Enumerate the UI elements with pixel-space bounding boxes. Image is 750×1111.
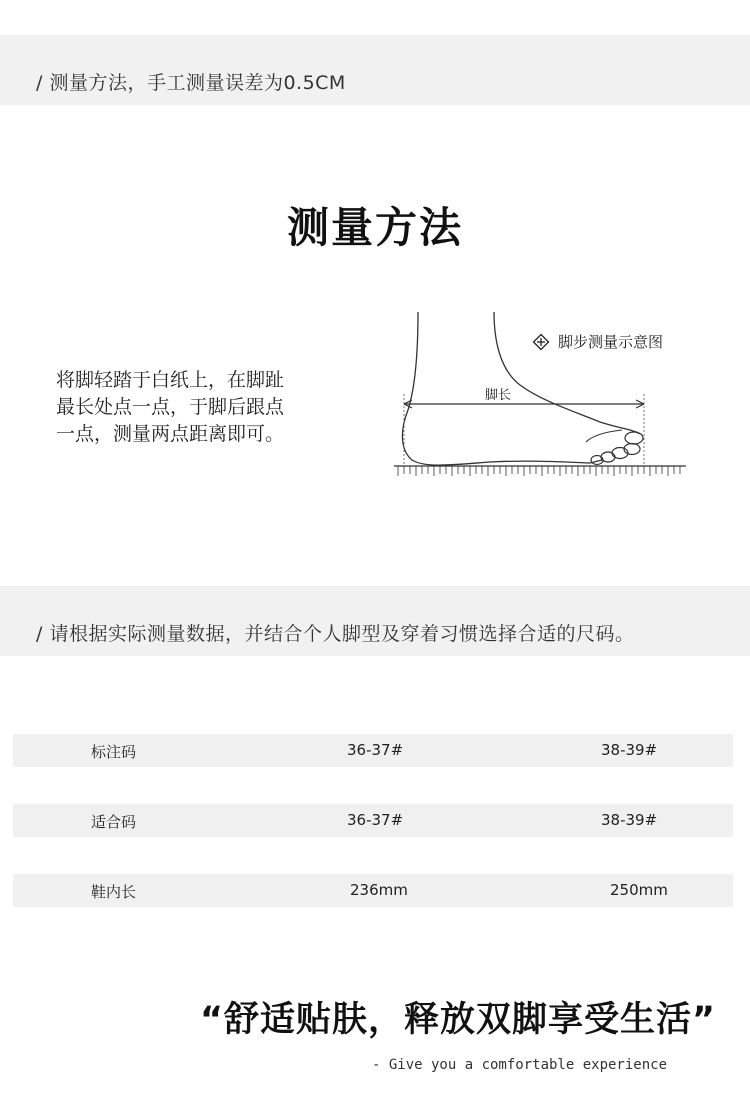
table-row xyxy=(13,804,733,837)
table-row xyxy=(13,874,733,907)
foot-length-label: 脚长 xyxy=(485,388,512,403)
row-value: 38-39# xyxy=(601,741,658,759)
row-label: 适合码 xyxy=(91,813,137,831)
row-value: 36-37# xyxy=(347,741,404,759)
header-band xyxy=(0,35,750,105)
measurement-instructions xyxy=(56,367,346,448)
tagline: - Give you a comfortable experience xyxy=(372,1057,668,1073)
row-value: 38-39# xyxy=(601,811,658,829)
page-title: 测量方法 xyxy=(286,203,463,252)
row-value: 236mm xyxy=(350,881,408,899)
slogan: “舒适贴肤，释放双脚享受生活” xyxy=(200,1000,717,1040)
size-advice-band xyxy=(0,586,750,656)
row-label: 鞋内长 xyxy=(91,883,137,901)
size-advice-text: / 请根据实际测量数据，并结合个人脚型及穿着习惯选择合适的尺码。 xyxy=(36,623,635,645)
row-value: 36-37# xyxy=(347,811,404,829)
instruction-line: 将脚轻踏于白纸上，在脚趾 xyxy=(56,369,285,391)
table-row xyxy=(13,734,733,767)
row-label: 标注码 xyxy=(91,743,137,761)
instruction-line: 最长处点一点，于脚后跟点 xyxy=(56,396,285,418)
instruction-line: 一点，测量两点距离即可。 xyxy=(56,423,285,445)
row-value: 250mm xyxy=(610,881,668,899)
header-band-text: / 测量方法，手工测量误差为0.5CM xyxy=(36,72,346,94)
foot-diagram xyxy=(390,310,690,485)
diagram-legend-label: 脚步测量示意图 xyxy=(558,333,664,351)
